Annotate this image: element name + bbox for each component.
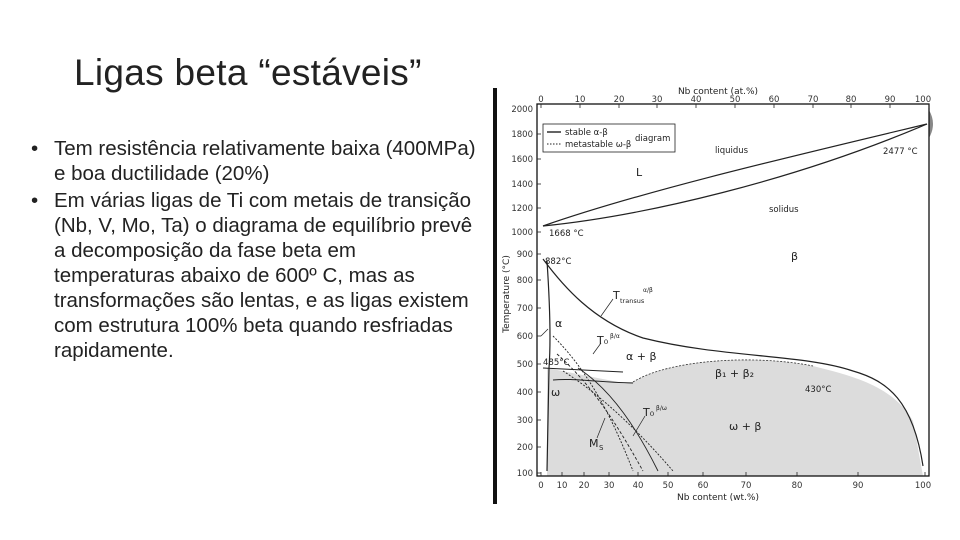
- omega-region-label: ω: [551, 386, 561, 399]
- ti-nb-phase-diagram: [493, 86, 935, 506]
- y-tick-1400: 1400: [511, 180, 533, 190]
- top-tick-100: 100: [914, 95, 932, 105]
- legend-suffix: diagram: [635, 134, 671, 144]
- bottom-tick-30: 30: [603, 481, 615, 491]
- svg-text:T₀: T₀: [643, 406, 655, 419]
- bottom-tick-10: 10: [556, 481, 568, 491]
- left-axis-title: Temperature (°C): [502, 255, 512, 333]
- top-tick-60: 60: [768, 95, 780, 105]
- svg-text:S: S: [599, 444, 604, 452]
- bottom-tick-60: 60: [697, 481, 709, 491]
- legend-metastable-label: metastable ω-β: [565, 140, 632, 150]
- solidus-label: solidus: [769, 205, 799, 215]
- y-tick-400: 400: [516, 388, 533, 398]
- top-tick-90: 90: [884, 95, 896, 105]
- legend: [543, 124, 675, 152]
- y-tick-600: 600: [516, 332, 533, 342]
- temp-882-label: 882°C: [545, 257, 572, 267]
- svg-text:α/β: α/β: [643, 287, 653, 294]
- temp-2477-label: 2477 °C: [883, 147, 918, 157]
- y-tick-500: 500: [516, 360, 533, 370]
- top-tick-80: 80: [845, 95, 857, 105]
- alpha-beta-region-label: α + β: [626, 350, 657, 363]
- bullet-transition-metals: • Em várias ligas de Ti com metais de transição (Nb, V, Mo, Ta) o diagrama de equilíbrio prevê a decomposição da fase beta em temperaturas abaixo de 600º C, mas as transformações são lentas, e as ligas existem com estrutura 100% beta quando resfriadas rapidamente.: [30, 188, 480, 363]
- svg-text:T: T: [613, 289, 620, 302]
- legend-stable-label: stable α-β: [565, 128, 608, 138]
- top-tick-10: 10: [574, 95, 586, 105]
- y-tick-1600: 1600: [511, 155, 533, 165]
- svg-text:β/α: β/α: [610, 333, 620, 340]
- temp-1668-label: 1668 °C: [549, 229, 584, 239]
- liquid-region-label: L: [636, 166, 643, 179]
- bottom-tick-0: 0: [538, 481, 544, 491]
- top-tick-70: 70: [807, 95, 819, 105]
- y-tick-700: 700: [516, 304, 533, 314]
- y-tick-200: 200: [516, 443, 533, 453]
- y-tick-2000: 2000: [511, 105, 533, 115]
- bottom-tick-100: 100: [914, 481, 932, 491]
- alpha-region-label: α: [555, 317, 563, 330]
- omega-beta-region-label: ω + β: [729, 420, 762, 433]
- bottom-axis-title: Nb content (wt.%): [677, 493, 759, 503]
- liquidus-label: liquidus: [715, 146, 749, 156]
- top-tick-0: 0: [538, 95, 544, 105]
- svg-text:β/ω: β/ω: [656, 405, 667, 412]
- bottom-tick-20: 20: [578, 481, 590, 491]
- beta-region-label: β: [791, 250, 799, 263]
- slide-title: Ligas beta “estáveis”: [74, 52, 422, 93]
- svg-text:T₀: T₀: [597, 334, 609, 347]
- y-tick-300: 300: [516, 416, 533, 426]
- bottom-tick-90: 90: [852, 481, 864, 491]
- bullet-list: [30, 136, 480, 365]
- bottom-tick-50: 50: [662, 481, 674, 491]
- y-tick-800: 800: [516, 276, 533, 286]
- top-tick-50: 50: [729, 95, 741, 105]
- figure-edge-bar: [493, 88, 497, 504]
- top-tick-30: 30: [651, 95, 663, 105]
- y-tick-1200: 1200: [511, 204, 533, 214]
- temp-430-label: 430°C: [805, 385, 832, 395]
- bottom-tick-80: 80: [791, 481, 803, 491]
- y-tick-1800: 1800: [511, 130, 533, 140]
- bottom-tick-70: 70: [740, 481, 752, 491]
- y-tick-100: 100: [516, 469, 533, 479]
- beta1-beta2-region-label: β₁ + β₂: [715, 367, 755, 380]
- bottom-tick-40: 40: [632, 481, 644, 491]
- top-axis-title: Nb content (at.%): [677, 87, 759, 97]
- temp-485-label: 485°C: [543, 358, 570, 368]
- svg-text:transus: transus: [620, 297, 645, 305]
- y-tick-1000: 1000: [511, 228, 533, 238]
- y-tick-900: 900: [516, 250, 533, 260]
- bullet-strength: • Tem resistência relativamente baixa (400MPa) e boa ductilidade (20%): [30, 136, 480, 186]
- top-tick-40: 40: [690, 95, 702, 105]
- svg-text:M: M: [589, 437, 599, 450]
- top-tick-20: 20: [613, 95, 625, 105]
